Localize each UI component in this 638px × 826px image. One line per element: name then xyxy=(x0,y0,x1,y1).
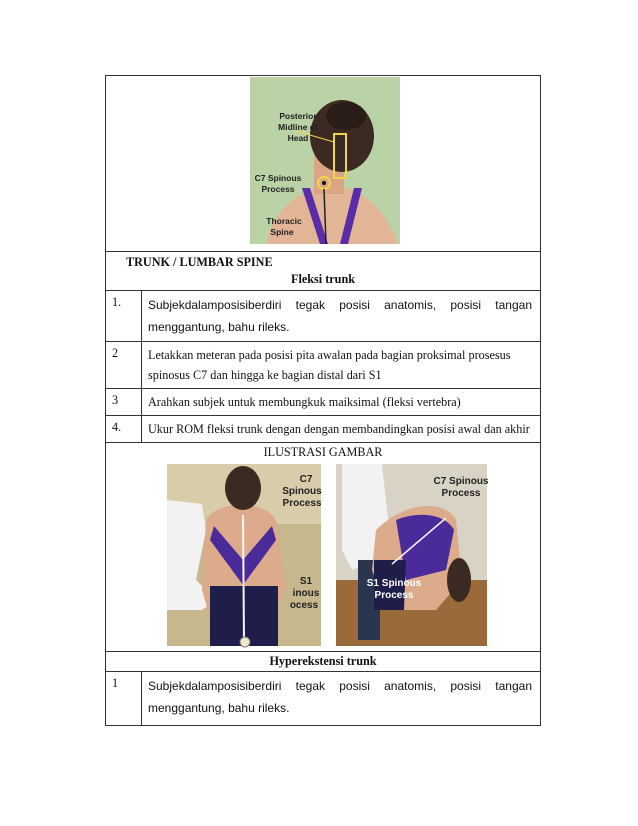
label-c7: C7 xyxy=(299,474,313,485)
label-c7-spinous: C7 Spinous xyxy=(254,173,302,183)
standing-back-photo xyxy=(167,464,322,647)
label-spinous: Spinous xyxy=(282,486,322,497)
procedure-table xyxy=(105,75,541,726)
step-text: Arahkan subjek untuk membungkuk maiksimal (fleksi vertebra) xyxy=(142,389,541,416)
label-s1: S1 xyxy=(299,576,313,587)
step-text: Ukur ROM fleksi trunk dengan dengan membandingkan posisi awal dan akhir xyxy=(142,416,541,443)
step-text: Subjekdalamposisiberdiri tegak posisi anatomis, posisi tangan menggantung, bahu rileks. xyxy=(142,672,541,726)
label-process-cut: ocess xyxy=(289,600,319,611)
step-number: 1. xyxy=(106,291,142,342)
section-heading-cell xyxy=(106,252,541,291)
label-process-right: Process xyxy=(441,488,481,499)
label-posterior: Posterior xyxy=(279,111,317,121)
step-number: 3 xyxy=(106,389,142,416)
top-figure-cell xyxy=(106,76,541,252)
table-row xyxy=(106,416,541,443)
label-thoracic: Thoracic xyxy=(266,216,302,226)
posterior-neck-photo xyxy=(106,76,542,251)
illustration-title: ILUSTRASI GAMBAR xyxy=(263,445,383,459)
table-row xyxy=(106,342,541,389)
table-row xyxy=(106,291,541,342)
label-head: Head xyxy=(287,133,309,143)
step-number: 1 xyxy=(106,672,142,726)
step-text: Letakkan meteran pada posisi pita awalan pada bagian proksimal prosesus spinosus C7 dan hingga ke bagian distal dari S1 xyxy=(142,342,541,389)
illustration-photos xyxy=(106,460,542,650)
hyper-title: Hyperekstensi trunk xyxy=(106,652,541,672)
step-number: 4. xyxy=(106,416,142,443)
forward-bend-photo xyxy=(336,464,489,646)
label-midline: Midline of xyxy=(278,122,318,132)
table-row xyxy=(106,389,541,416)
illustration-cell xyxy=(106,443,541,652)
label-process: Process xyxy=(282,498,322,509)
label-s1-process: Process xyxy=(374,590,414,601)
fleksi-title: Fleksi trunk xyxy=(291,272,355,286)
label-s1-spinous: S1 Spinous xyxy=(366,578,422,589)
step-text: Subjekdalamposisiberdiri tegak posisi anatomis, posisi tangan menggantung, bahu rileks. xyxy=(142,291,541,342)
label-spine: Spine xyxy=(270,227,294,237)
label-spinous-cut: inous xyxy=(292,588,320,599)
section-title: TRUNK / LUMBAR SPINE xyxy=(126,255,273,269)
step-number: 2 xyxy=(106,342,142,389)
label-c7-spinous-right: C7 Spinous xyxy=(433,476,489,487)
document-table-wrapper xyxy=(105,75,541,726)
label-process: Process xyxy=(261,184,295,194)
table-row xyxy=(106,672,541,726)
